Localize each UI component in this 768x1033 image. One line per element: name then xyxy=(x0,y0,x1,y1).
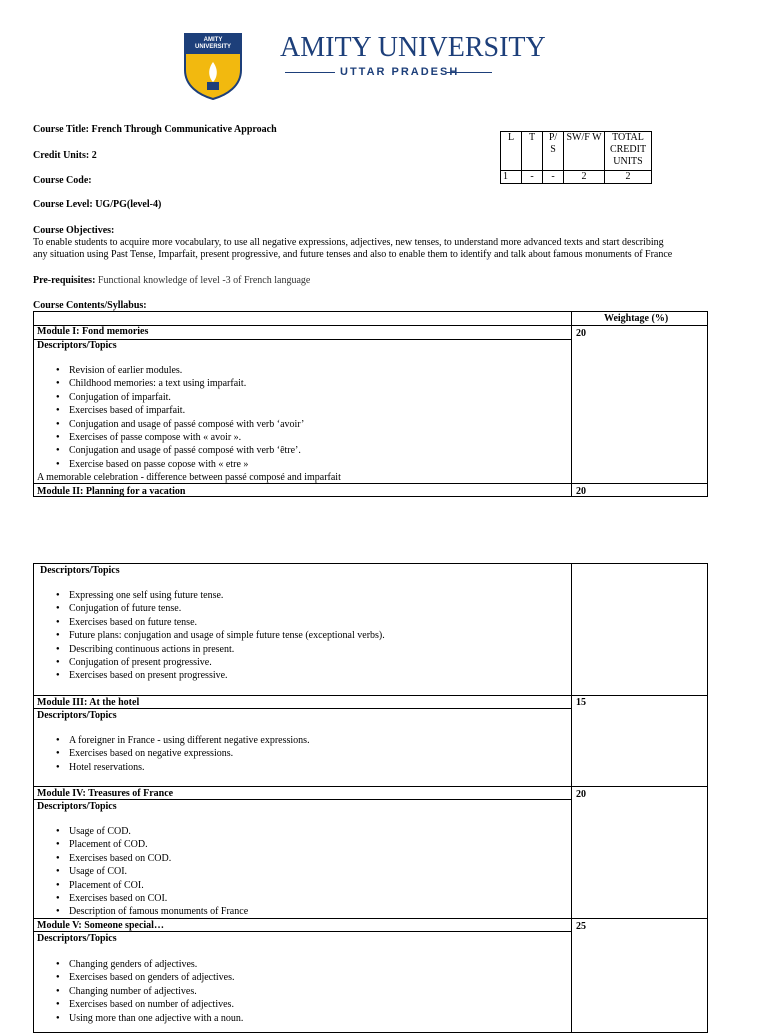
module-2-topic-list xyxy=(37,589,385,683)
module-5-weight: 25 xyxy=(576,921,586,932)
list-item: ● Exercises of passe compose with « avoir ». xyxy=(37,431,304,444)
list-item: ● Conjugation of future tense. xyxy=(37,602,385,615)
module-5-title: Module V: Someone special… xyxy=(37,920,164,931)
module-2-weight: 20 xyxy=(576,486,586,497)
prereq-text: Functional knowledge of level -3 of French language xyxy=(97,275,311,286)
list-item: ● Exercises based on number of adjectives. xyxy=(37,998,243,1011)
list-item: ● Conjugation and usage of passé composé with verb ‘avoir’ xyxy=(37,418,304,431)
prereq-label: Pre-requisites: xyxy=(33,275,96,286)
university-location: UTTAR PRADESH xyxy=(340,66,460,78)
list-item: ● Hotel reservations. xyxy=(37,761,310,774)
prerequisites xyxy=(33,274,310,287)
objectives-line-1: To enable students to acquire more vocabulary, to use all negative expressions, adjectives, new tenses, to understand more advanced texts and start describing xyxy=(33,237,664,248)
module-4-title: Module IV: Treasures of France xyxy=(37,788,174,799)
module-5-descriptors-label: Descriptors/Topics xyxy=(37,933,117,944)
list-item: ● Exercise based on passe copose with « etre » xyxy=(37,458,304,471)
list-item: ● Usage of COD. xyxy=(37,825,248,838)
university-logo xyxy=(183,32,546,100)
list-item: ● Exercises based on future tense. xyxy=(37,616,385,629)
list-item: ● Conjugation of imparfait. xyxy=(37,391,304,404)
list-item: ● Exercises based of imparfait. xyxy=(37,404,304,417)
course-level: Course Level: UG/PG(level-4) xyxy=(33,199,162,210)
module-2-descriptors-label: Descriptors/Topics xyxy=(40,565,120,576)
module-4-topic-list xyxy=(37,825,248,919)
module-3-title: Module III: At the hotel xyxy=(37,697,140,708)
course-code: Course Code: xyxy=(33,175,92,186)
crest-text: AMITY UNIVERSITY xyxy=(194,37,231,50)
module-4-descriptors-label: Descriptors/Topics xyxy=(37,801,117,812)
credit-table xyxy=(500,131,652,184)
list-item: ● Exercises based on negative expressions. xyxy=(37,747,310,760)
credit-header-total: TOTAL CREDIT UNITS xyxy=(605,132,652,171)
list-item: ● Using more than one adjective with a noun. xyxy=(37,1012,243,1025)
location-rule-left xyxy=(285,72,335,73)
list-item: ● Changing genders of adjectives. xyxy=(37,958,243,971)
university-name: AMITY UNIVERSITY xyxy=(280,32,546,63)
module-2-title: Module II: Planning for a vacation xyxy=(37,486,186,497)
module-3-weight: 15 xyxy=(576,697,586,708)
list-item: ● Placement of COI. xyxy=(37,879,248,892)
list-item: ● Changing number of adjectives. xyxy=(37,985,243,998)
objectives-line-2: any situation using Past Tense, Imparfait, present progressive, and future tenses and also to enable them to identify and talk about famous monuments of France xyxy=(33,249,673,260)
list-item: ● A foreigner in France - using different negative expressions. xyxy=(37,734,310,747)
credit-header-swfw: SW/F W xyxy=(564,132,605,171)
credit-header-t: T xyxy=(522,132,543,171)
list-item: ● Exercises based on COD. xyxy=(37,852,248,865)
credit-header-ps: P/ S xyxy=(543,132,564,171)
contents-label: Course Contents/Syllabus: xyxy=(33,300,147,311)
module-3-descriptors-label: Descriptors/Topics xyxy=(37,710,117,721)
module-1-title: Module I: Fond memories xyxy=(37,326,149,337)
credit-value-l: 1 xyxy=(501,171,522,184)
list-item: ● Exercises based on genders of adjectives. xyxy=(37,971,243,984)
credit-value-ps: - xyxy=(543,171,564,184)
list-item: ● Usage of COI. xyxy=(37,865,248,878)
module-1-weight: 20 xyxy=(576,328,586,339)
list-item: ● Describing continuous actions in present. xyxy=(37,643,385,656)
module-1-descriptors-label: Descriptors/Topics xyxy=(37,340,117,351)
course-title: Course Title: French Through Communicative Approach xyxy=(33,124,277,135)
list-item: ● Revision of earlier modules. xyxy=(37,364,304,377)
module-1-topic-list xyxy=(37,364,304,471)
list-item: ● Future plans: conjugation and usage of simple future tense (exceptional verbs). xyxy=(37,629,385,642)
module-4-weight: 20 xyxy=(576,789,586,800)
list-item: ● Childhood memories: a text using imparfait. xyxy=(37,377,304,390)
list-item: ● Expressing one self using future tense. xyxy=(37,589,385,602)
module-1-note: A memorable celebration - difference between passé composé and imparfait xyxy=(37,472,341,483)
credit-value-swfw: 2 xyxy=(564,171,605,184)
credit-table-value-row xyxy=(501,171,652,184)
list-item: ● Exercises based on present progressive. xyxy=(37,669,385,682)
list-item: ● Placement of COD. xyxy=(37,838,248,851)
list-item: ● Conjugation of present progressive. xyxy=(37,656,385,669)
objectives-label: Course Objectives: xyxy=(33,225,115,236)
list-item: ● Description of famous monuments of France xyxy=(37,905,248,918)
list-item: ● Exercises based on COI. xyxy=(37,892,248,905)
module-5-topic-list xyxy=(37,958,243,1025)
module-3-topic-list xyxy=(37,734,310,774)
credit-value-total: 2 xyxy=(605,171,652,184)
list-item: ● Conjugation and usage of passé composé with verb ‘être’. xyxy=(37,444,304,457)
credit-value-t: - xyxy=(522,171,543,184)
credit-table-header-row xyxy=(501,132,652,171)
weightage-header: Weightage (%) xyxy=(604,313,669,324)
location-rule-right xyxy=(447,72,492,73)
credit-units: Credit Units: 2 xyxy=(33,150,97,161)
credit-header-l: L xyxy=(501,132,522,171)
